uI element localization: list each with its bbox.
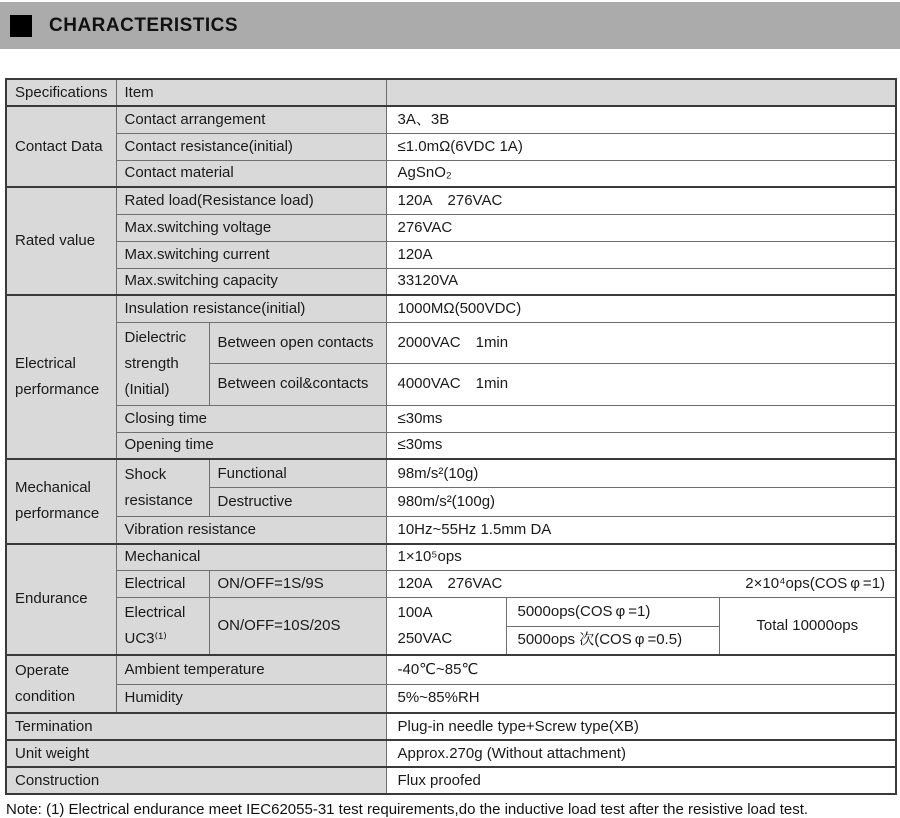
section-label-rated-value: Rated value (6, 187, 116, 295)
item-value: 5%~85%RH (386, 684, 896, 713)
uc3-load-voltage: 250VAC (397, 630, 453, 647)
item-value: 33120VA (386, 268, 896, 295)
sub-item-label: Between open contacts (209, 322, 386, 364)
section-label-electrical-performance: Electrical performance (6, 295, 116, 459)
table-row (6, 713, 896, 740)
item-value: 120A 276VAC (386, 187, 896, 214)
item-value: 1000MΩ(500VDC) (386, 295, 896, 322)
table-row (6, 268, 896, 295)
item-label: Max.switching capacity (116, 268, 386, 295)
table-row (6, 432, 896, 459)
item-value: 2000VAC 1min (386, 322, 896, 364)
item-label: Contact arrangement (116, 106, 386, 133)
endurance-ops-value: 2×10⁴ops(COS φ =1) (745, 575, 886, 592)
item-value: 276VAC (386, 214, 896, 241)
table-row (6, 106, 896, 133)
uc3-load-cell (386, 598, 506, 656)
table-row (6, 241, 896, 268)
item-label: Closing time (116, 405, 386, 432)
item-label: Contact material (116, 160, 386, 187)
page-title: CHARACTERISTICS (49, 14, 239, 36)
item-value: -40℃~85℃ (386, 655, 896, 684)
table-row (6, 740, 896, 767)
item-value: 3A、3B (386, 106, 896, 133)
item-label: Max.switching current (116, 241, 386, 268)
item-value: 1×10⁵ops (386, 544, 896, 571)
table-row (6, 459, 896, 488)
table-row (6, 133, 896, 160)
table-row (6, 295, 896, 322)
table-row (6, 160, 896, 187)
item-value: ≤30ms (386, 432, 896, 459)
item-label: Opening time (116, 432, 386, 459)
item-label: Electrical (116, 571, 209, 598)
section-header-bar (0, 2, 900, 49)
item-value: ≤1.0mΩ(6VDC 1A) (386, 133, 896, 160)
item-label-dielectric-strength: Dielectric strength (Initial) (116, 322, 209, 405)
item-label: Rated load(Resistance load) (116, 187, 386, 214)
table-row (6, 544, 896, 571)
table-row (6, 655, 896, 684)
item-label-electrical-uc3: Electrical UC3⁽¹⁾ (116, 598, 209, 656)
condition-label: ON/OFF=10S/20S (209, 598, 386, 656)
uc3-load-current: 100A (397, 604, 433, 621)
item-value: Flux proofed (386, 767, 896, 794)
table-row (6, 571, 896, 598)
section-marker-icon (10, 15, 32, 37)
header-specifications: Specifications (6, 79, 116, 106)
item-value: 98m/s²(10g) (386, 459, 896, 488)
endurance-load-value: 120A 276VAC (397, 575, 503, 592)
uc3-total-ops: Total 10000ops (719, 598, 896, 656)
item-label-shock-resistance: Shock resistance (116, 459, 209, 517)
item-value: 10Hz~55Hz 1.5mm DA (386, 517, 896, 544)
item-label: Max.switching voltage (116, 214, 386, 241)
item-label: Insulation resistance(initial) (116, 295, 386, 322)
sub-item-label: Destructive (209, 488, 386, 517)
table-header-row (6, 79, 896, 106)
header-value-spacer (386, 79, 896, 106)
table-row (6, 684, 896, 713)
item-label: Vibration resistance (116, 517, 386, 544)
uc3-ops-row2: 5000ops 次(COS φ =0.5) (506, 626, 719, 655)
sub-item-label: Between coil&contacts (209, 364, 386, 406)
table-row (6, 405, 896, 432)
header-item: Item (116, 79, 386, 106)
item-label: Mechanical (116, 544, 386, 571)
section-label-endurance: Endurance (6, 544, 116, 656)
sub-item-label: Functional (209, 459, 386, 488)
item-value: 120A (386, 241, 896, 268)
table-row (6, 214, 896, 241)
uc3-ops-row1: 5000ops(COS φ =1) (506, 598, 719, 627)
section-label-construction: Construction (6, 767, 386, 794)
table-row (6, 322, 896, 364)
item-label: Humidity (116, 684, 386, 713)
item-value: ≤30ms (386, 405, 896, 432)
section-label-contact-data: Contact Data (6, 106, 116, 187)
table-row (6, 187, 896, 214)
section-label-operate-condition: Operate condition (6, 655, 116, 713)
characteristics-table (5, 78, 897, 795)
item-label: Contact resistance(initial) (116, 133, 386, 160)
table-row (6, 517, 896, 544)
item-value: 980m/s²(100g) (386, 488, 896, 517)
footnote: Note: (1) Electrical endurance meet IEC62055-31 test requirements,do the inductive load test after the resistive load test. (6, 801, 809, 818)
item-label: Ambient temperature (116, 655, 386, 684)
table-row (6, 598, 896, 627)
section-label-unit-weight: Unit weight (6, 740, 386, 767)
item-value: Approx.270g (Without attachment) (386, 740, 896, 767)
item-value: 4000VAC 1min (386, 364, 896, 406)
item-value: Plug-in needle type+Screw type(XB) (386, 713, 896, 740)
item-value (386, 571, 896, 598)
section-label-mechanical-performance: Mechanical performance (6, 459, 116, 544)
table-row (6, 767, 896, 794)
item-value: AgSnO₂ (386, 160, 896, 187)
condition-label: ON/OFF=1S/9S (209, 571, 386, 598)
section-label-termination: Termination (6, 713, 386, 740)
